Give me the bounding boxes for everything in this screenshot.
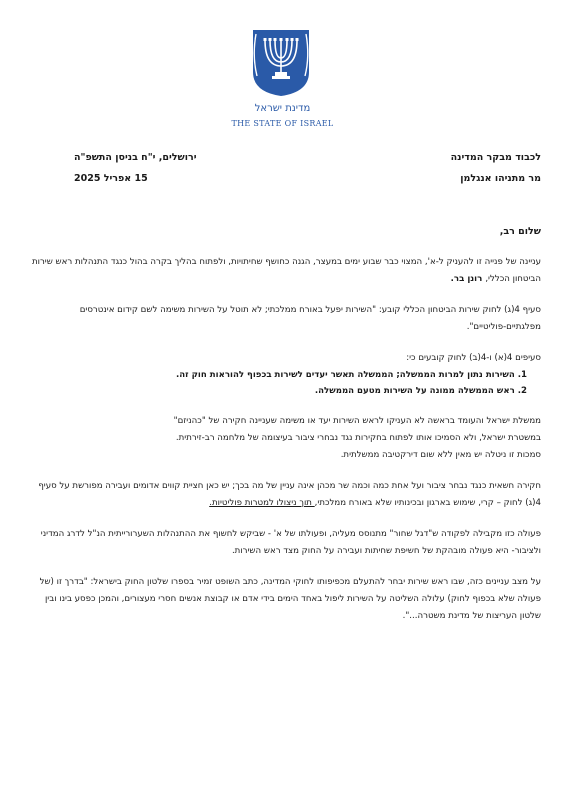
paragraph-4-line-3: סמכות זו ניטלה יש מאין ללא שום דירקטיבה ממשלתית. — [340, 450, 541, 460]
hebrew-date: ירושלים, י"ח בניסן התשפ"ה — [74, 152, 197, 163]
recipient-title: לכבוד מבקר המדינה — [450, 152, 541, 163]
paragraph-3-intro: סעיפים 4(א) ו-4(ב) לחוק קובעים כי: — [406, 353, 541, 363]
state-emblem-menorah-icon — [249, 26, 313, 98]
list-item: 2. ראש הממשלה ממונה על השירות מטעם הממשלה. — [314, 386, 527, 396]
paragraph-5-text: חקירה חשאית כנגד נבחר ציבור ועל אחת כמה וכמה שר מכהן אינה עניין של מה בכך; יש כאן חציית קווים אדומים ועבירה מפורשת על סעיף 4(ג) לחוק – קרי, שימוש בארגון ובכינותיו שלא באורח ממלכתי, — [38, 481, 541, 508]
paragraph-1-text: עניינה של פנייה זו להעניק ל-א', המצוי כבר שבוע ימים במעצר, הגנה כחושף שחיתויות, ולפתוח בהליך בקרה בהול כנגד התנהלות ראש שירות הביטחון הכללי, — [31, 257, 541, 284]
paragraph-2: סעיף 4(ג) לחוק שירות הביטחון הכללי קובע: "השירות יפעל באורח ממלכתי; לא תוטל על השירות משימה לשם קידום אינטרסים מפלגתיים-פוליטיים". — [79, 305, 541, 332]
paragraph-4-line-2: במשטרת ישראל, ולא הסמיכו אותו לפתוח בחקירות נגד נבחרי ציבור בעיצומה של מלחמה רב-זירתית. — [175, 433, 541, 443]
paragraph-6: פעולה כזו מקבילה לפקודה ש"דגל שחור" מתנוסס מעליה, ופעולתו של א' - שביקש לחשוף את ההתנהלות השערורייתית הנ"ל לדרג המדיני ולציבור- היא פעולה מובהקת של חשיפת שחיתות ועבירה על החוק מצד ראש השירות. — [40, 529, 541, 556]
paragraph-1-name: רונן בר. — [450, 274, 486, 284]
list-item: 1. השירות נתון למרות הממשלה; הממשלה תאשר יעדים לשירות בכפוף להוראות חוק זה. — [175, 370, 527, 380]
gregorian-date: 15 אפריל 2025 — [74, 173, 148, 184]
paragraph-7: על מצב עניינים כזה, שבו ראש שירות יבחר להתעלם מכפיפותו לחוקי המדינה, כתב השופט זמיר בספרו שלטון החוק בישראל: "בדרך זו (של פעולה שלא בכפוף לחוק) עלולה השליטה על השירות ליפול באחד הימים בידי אדם או קבוצת אנשים חסרי מעצורים, והמכן כפסע בינו ובין שלטון העריצות של מדינת משטרה...". — [39, 577, 541, 621]
paragraph-1 — [24, 254, 541, 288]
paragraph-5-underlined: תוך ניצולו למטרות פוליטיות. — [209, 498, 315, 508]
recipient-name: מר מתניהו אנגלמן — [460, 173, 541, 184]
emblem-hebrew-caption: מדינת ישראל — [254, 103, 311, 114]
paragraph-5 — [24, 478, 541, 512]
greeting: שלום רב, — [499, 226, 541, 237]
letter-body — [24, 223, 541, 625]
paragraph-4-line-1: ממשלת ישראל והעומד בראשה לא העניקו לראש השירות יעד או משימה שעניינה חקירה של "כהניזם" — [173, 416, 541, 426]
emblem-english-caption: THE STATE OF ISRAEL — [231, 119, 334, 128]
